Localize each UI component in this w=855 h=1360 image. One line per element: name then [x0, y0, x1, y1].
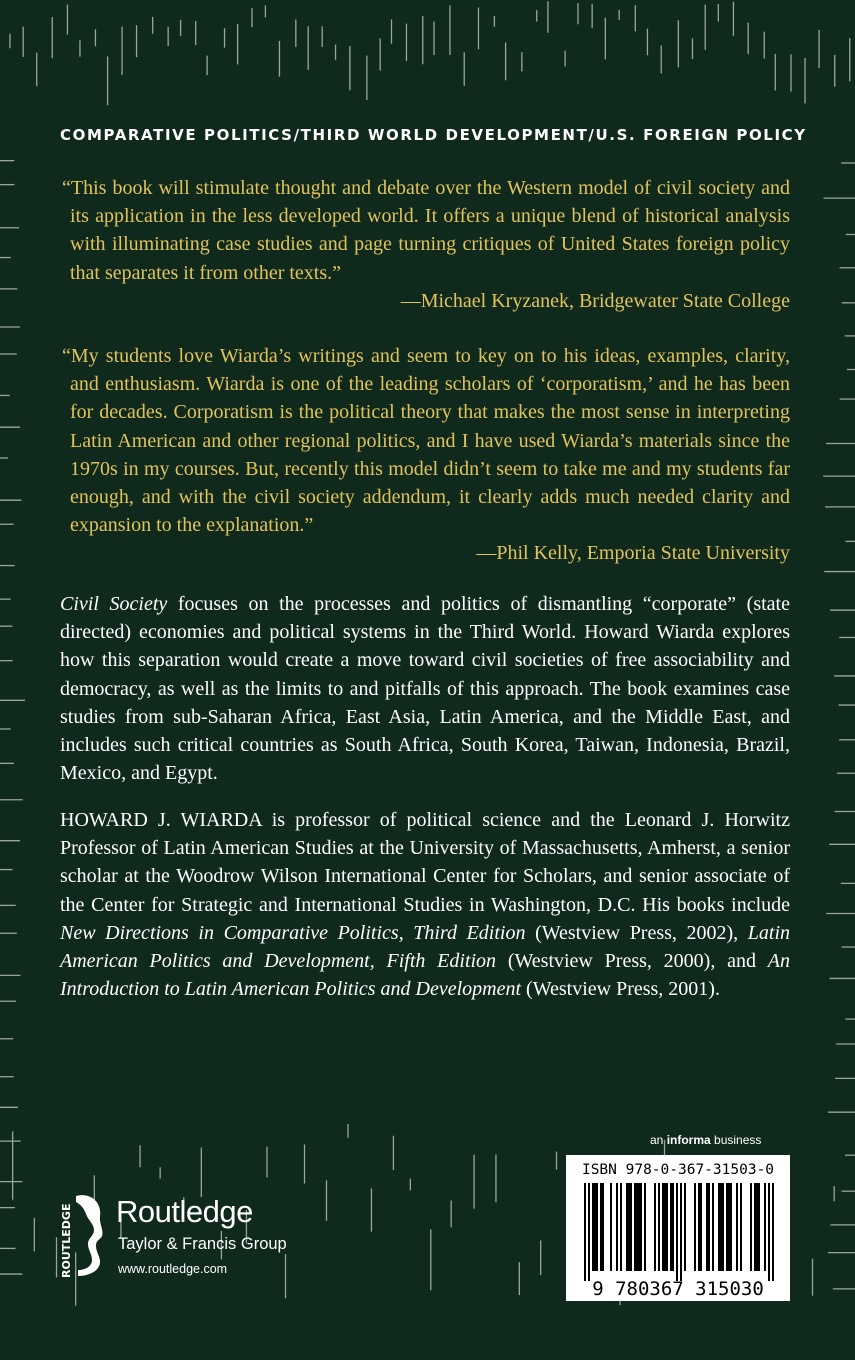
barcode-bar — [740, 1183, 742, 1271]
book-title: An Introduction to Latin American Politics and Development — [60, 950, 790, 1001]
barcode-bar — [666, 1183, 668, 1271]
routledge-logo — [56, 1190, 316, 1290]
barcode-bar — [772, 1183, 774, 1281]
quote-text: “My students love Wiarda’s writings and seem to key on to his ideas, examples, clarity, and enthusiasm. Wiarda is one of the leading scholars of ‘corporatism,’ and he has been for decades. Corporatism is the political theory that makes the most sense in interpreting Latin American and other regional politics, and I have used Wiarda’s materials since the 1970s in my courses. But, recently this model didn’t seem to take me and my students far enough, and with the civil society addendum, it clearly adds much needed clarity and expansion to the explanation.” — [62, 345, 790, 537]
informa-tagline — [650, 1133, 761, 1147]
barcode-bar — [594, 1183, 596, 1271]
barcode-bar — [712, 1183, 714, 1271]
barcode-bar — [662, 1183, 664, 1271]
routledge-vertical-wordmark: ROUTLEDGE — [60, 1203, 73, 1278]
barcode-bar — [756, 1183, 758, 1271]
barcode-bar — [592, 1183, 594, 1271]
tagline-prefix: an — [650, 1133, 667, 1147]
bio-text: HOWARD J. WIARDA is professor of political science and the Leonard J. Horwitz Professor of Latin American Studies at the University of Massachusetts, Amherst, a senior scholar at the Woodrow Wilson International Center for Scholars, and senior associate of the Center for Strategic and International Studies in Washington, D.C. His books include — [60, 809, 790, 916]
publication-info: (Westview Press, 2000), and — [496, 950, 768, 973]
barcode-bar — [736, 1183, 738, 1271]
isbn-barcode — [566, 1155, 790, 1301]
routledge-head-icon — [56, 1190, 108, 1280]
publisher-group: Taylor & Francis Group — [118, 1235, 287, 1253]
barcode-bar — [670, 1183, 672, 1271]
barcode-bar — [694, 1183, 696, 1271]
publisher-name: Routledge — [116, 1194, 253, 1229]
barcode-bar — [750, 1183, 752, 1271]
barcode-bar — [728, 1183, 730, 1271]
publisher-url[interactable]: www.routledge.com — [118, 1262, 228, 1276]
barcode-bar — [596, 1183, 598, 1271]
barcode-bar — [600, 1183, 602, 1271]
barcode-bar — [700, 1183, 702, 1271]
barcode-bar — [634, 1183, 636, 1271]
barcode-bar — [676, 1183, 678, 1281]
barcode-bar — [768, 1183, 770, 1281]
publication-info: (Westview Press, 2002), — [525, 921, 748, 944]
barcode-bar — [680, 1183, 682, 1281]
barcode-bar — [610, 1183, 612, 1271]
barcode-bar — [626, 1183, 628, 1271]
author-bio — [60, 806, 790, 1003]
barcode-bar — [654, 1183, 656, 1271]
barcode-digits: 9 780367 315030 — [592, 1278, 764, 1300]
barcode-bar — [706, 1183, 708, 1271]
endorsement-quote-2 — [60, 342, 790, 568]
endorsement-quote-1 — [60, 174, 790, 315]
subject-category: COMPARATIVE POLITICS/THIRD WORLD DEVELOPMENT/U.S. FOREIGN POLICY — [60, 126, 807, 144]
barcode-bar — [684, 1183, 686, 1271]
isbn-label: ISBN 978-0-367-31503-0 — [581, 1162, 775, 1178]
barcode-bar — [722, 1183, 724, 1271]
barcode-bar — [718, 1183, 720, 1271]
barcode-bar — [628, 1183, 630, 1271]
description-text: focuses on the processes and politics of dismantling “corporate” (state directed) economies and political systems in the Third World. Howard Wiarda explores how this separation would create a move toward civil societies of free associability and democracy, as well as the limits to and pitfalls of this approach. The book examines case studies from sub-Saharan Africa, East Asia, Latin America, and the Middle East, and includes such critical countries as South Africa, South Korea, Taiwan, Indonesia, Brazil, Mexico, and Egypt. — [60, 593, 790, 785]
barcode-bar — [640, 1183, 642, 1271]
barcode-bar — [602, 1183, 604, 1271]
barcode-bar — [644, 1183, 646, 1271]
barcode-bar — [754, 1183, 756, 1271]
barcode-bar — [758, 1183, 760, 1271]
barcode-bar — [638, 1183, 640, 1271]
quote-attribution: —Phil Kelly, Emporia State University — [476, 542, 790, 565]
informa-brand: informa — [666, 1133, 711, 1147]
barcode-bar — [726, 1183, 728, 1271]
barcode-bar — [730, 1183, 732, 1271]
book-title: Civil Society — [60, 593, 168, 615]
book-description — [60, 590, 790, 787]
barcode-bar — [620, 1183, 622, 1271]
barcode-bar — [672, 1183, 674, 1271]
barcode-bar — [658, 1183, 660, 1271]
tagline-suffix: business — [710, 1133, 762, 1147]
quote-attribution: —Michael Kryzanek, Bridgewater State College — [400, 289, 790, 312]
barcode-bar — [588, 1183, 590, 1281]
barcode-bar — [764, 1183, 766, 1271]
barcode-bars — [584, 1183, 774, 1281]
barcode-bar — [584, 1183, 586, 1281]
barcode-bar — [720, 1183, 722, 1271]
barcode-bar — [616, 1183, 618, 1271]
book-title: New Directions in Comparative Politics, Third Edition — [60, 921, 526, 944]
barcode-bar — [636, 1183, 638, 1271]
barcode-bar — [664, 1183, 666, 1271]
quote-text: “This book will stimulate thought and debate over the Western model of civil society and its application in the less developed world. It offers a unique blend of historical analysis with illuminating case studies and page turning critiques of United States foreign policy that separates it from other texts.” — [62, 177, 790, 284]
barcode-bar — [630, 1183, 632, 1271]
book-title: Latin American Politics and Development, Fifth Edition — [60, 921, 791, 973]
barcode-bar — [698, 1183, 700, 1271]
barcode-bar — [708, 1183, 710, 1271]
publication-info: (Westview Press, 2001). — [521, 978, 720, 1001]
